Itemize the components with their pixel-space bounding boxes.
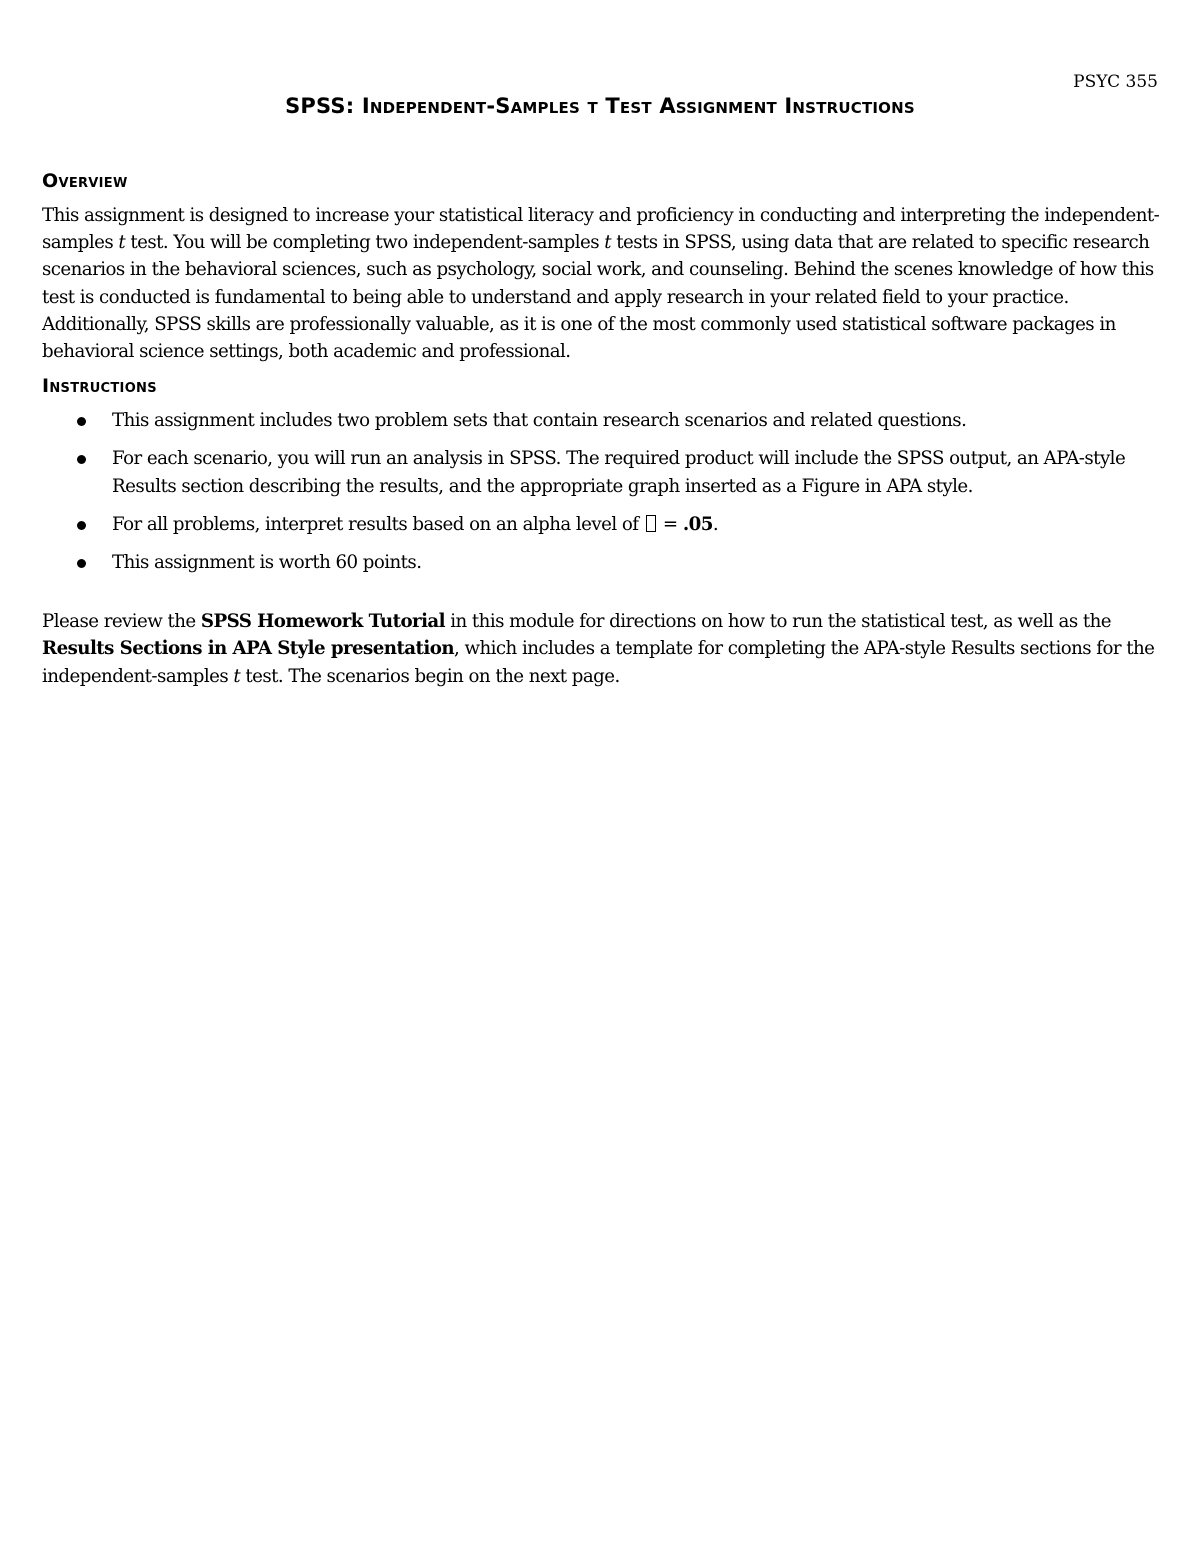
overview-text-2: test. You will be completing two independent-samples [125,232,605,254]
list-item [42,549,1160,576]
bullet-icon [77,417,86,426]
overview-heading: Overview [42,170,128,192]
closing-text-2: in this module for directions on how to run the statistical test, as well as the [445,611,1111,633]
bullet-icon [77,455,86,464]
overview-paragraph [42,202,1160,365]
bullet-icon [77,521,86,530]
closing-text-4: test. The scenarios begin on the next page. [240,665,620,687]
t-symbol: t [604,232,611,254]
presentation-reference: Results Sections in APA Style presentation [42,638,454,660]
document-body [42,170,1160,690]
overview-text-3: tests in SPSS, using data that are related to specific research scenarios in the behavioral sciences, such as psychology, social work, and counseling. Behind the scenes knowledge of how this test is conducted is fundamental to being able to understand and apply research in your related field to your practice. Additionally, SPSS skills are professionally valuable, as it is one of the most commonly used statistical software packages in behavioral science settings, both academic and professional. [42,232,1154,363]
closing-text-3: , which includes a template for completing the APA-style Results sections for the independent-samples [42,638,1155,687]
page-title: SPSS: Independent-Samples t Test Assignment Instructions [285,94,915,118]
list-item-text: This assignment is worth 60 points. [112,552,422,574]
period: . [712,513,719,535]
instructions-heading: Instructions [42,375,157,398]
closing-text-1: Please review the [42,611,201,633]
instructions-list [42,407,1160,576]
missing-glyph-icon [646,515,656,532]
list-item-text: For all problems, interpret results based on an alpha level of [112,513,644,535]
overview-text-1: This assignment is designed to increase your statistical literacy and proficiency in conducting and interpreting the independent-samples [42,205,1160,254]
list-item [42,407,1160,434]
list-item-text: This assignment includes two problem sets that contain research scenarios and related questions. [112,410,967,432]
alpha-value: .05 [682,513,713,535]
course-code: PSYC 355 [1073,72,1158,92]
bullet-icon [77,559,86,568]
t-symbol: t [118,232,126,254]
equals-sign: = [657,513,683,535]
t-symbol: t [233,665,241,687]
list-item [42,445,1160,499]
closing-paragraph [42,608,1160,690]
list-item-text: For each scenario, you will run an analysis in SPSS. The required product will include the SPSS output, an APA-style Results section describing the results, and the appropriate graph inserted as a Figure in APA style. [112,448,1126,497]
tutorial-reference: SPSS Homework Tutorial [200,611,446,633]
list-item [42,511,1160,538]
